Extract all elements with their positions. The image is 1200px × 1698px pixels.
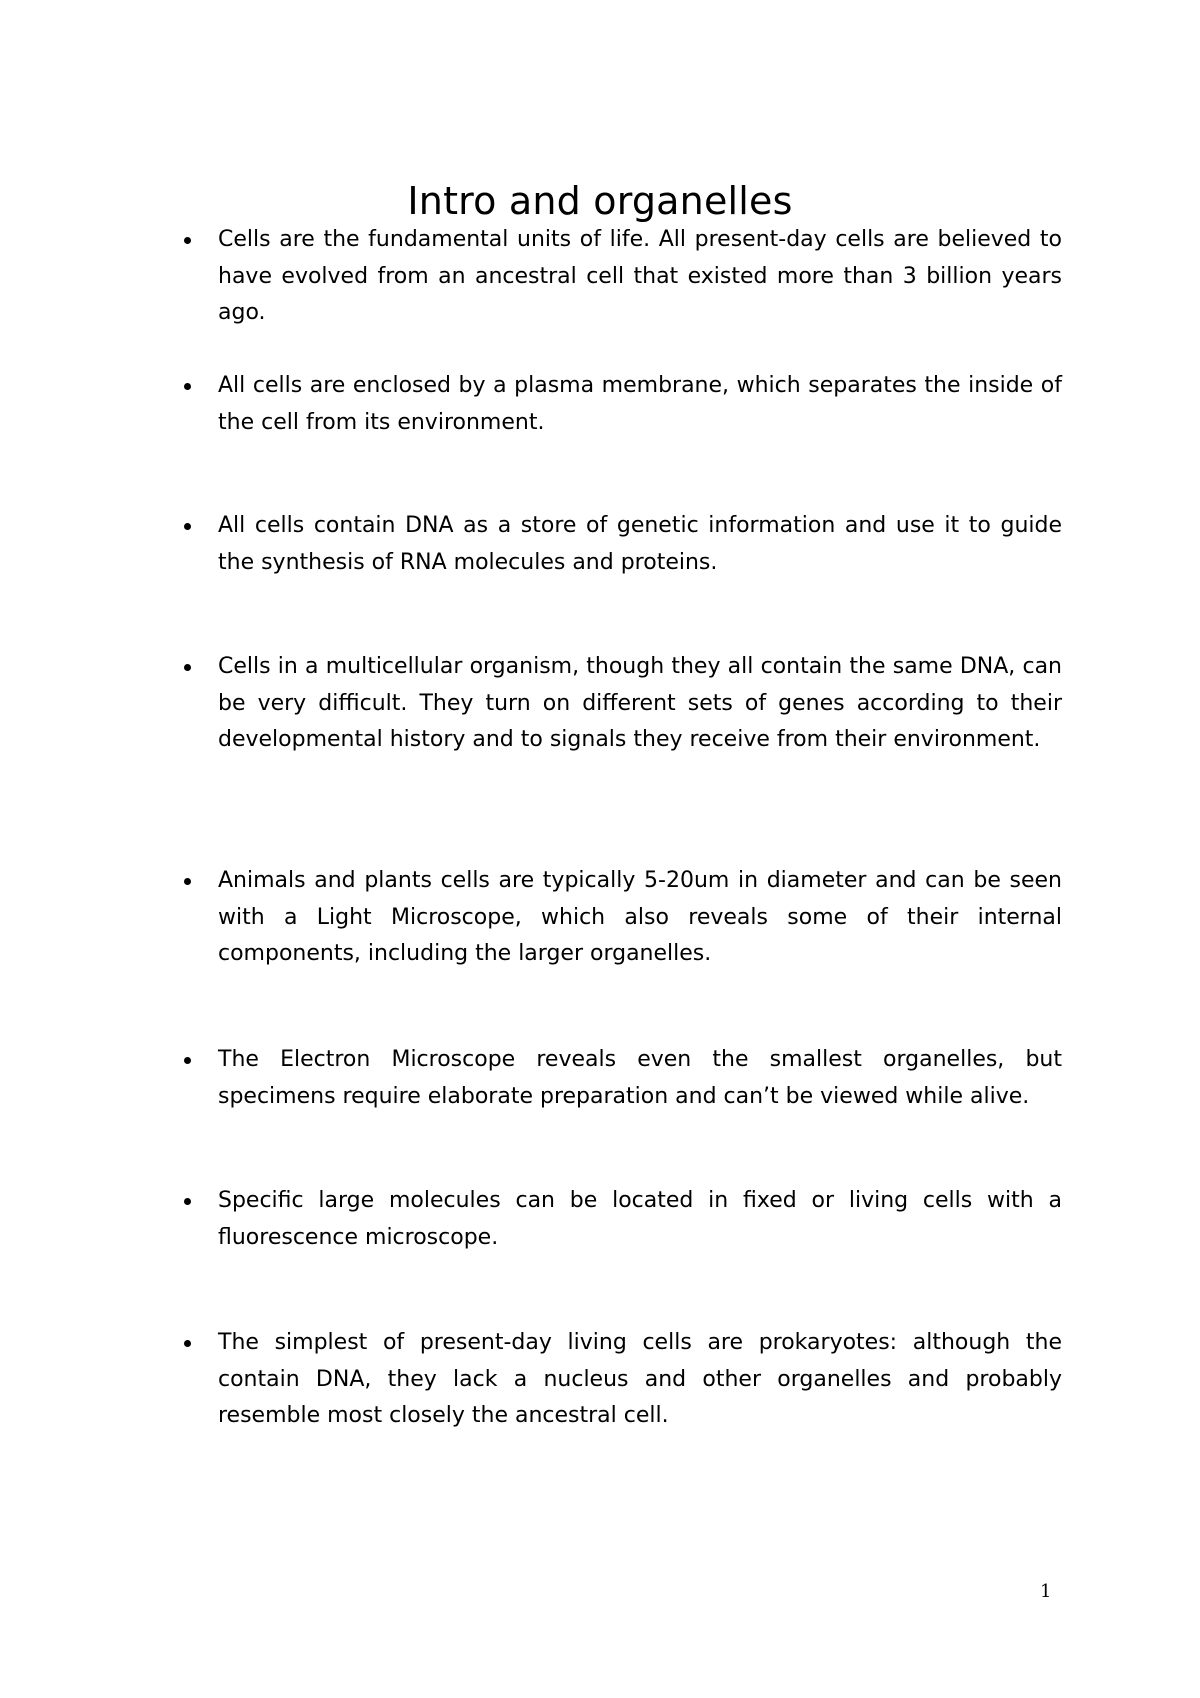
list-item-text: The simplest of present-day living cells are prokaryotes: although the contain DNA, they lack a nucleus and other organelles and probably resemble most closely the ancestral cell. bbox=[218, 1330, 1062, 1428]
bullet-icon bbox=[180, 863, 194, 900]
list-item bbox=[180, 1183, 1062, 1256]
page-title: Intro and organelles bbox=[407, 179, 793, 224]
bullet-icon bbox=[180, 1183, 194, 1220]
list-item bbox=[180, 1325, 1062, 1435]
list-item bbox=[180, 863, 1062, 973]
list-item-text: Specific large molecules can be located in fixed or living cells with a fluorescence microscope. bbox=[218, 1188, 1062, 1250]
bullet-icon bbox=[180, 1042, 194, 1079]
page-number: 1 bbox=[1040, 1581, 1052, 1602]
bullet-icon bbox=[180, 368, 194, 405]
list-item bbox=[180, 222, 1062, 332]
bullet-icon bbox=[180, 508, 194, 545]
bullet-icon bbox=[180, 1325, 194, 1362]
list-item bbox=[180, 508, 1062, 581]
list-item bbox=[180, 1042, 1062, 1115]
list-item-text: Cells in a multicellular organism, though they all contain the same DNA, can be very difficult. They turn on different sets of genes according to their developmental history and to signals they receive from their environment. bbox=[218, 654, 1062, 752]
list-item-text: Cells are the fundamental units of life. All present-day cells are believed to have evolved from an ancestral cell that existed more than 3 billion years ago. bbox=[218, 227, 1062, 325]
list-item bbox=[180, 649, 1062, 759]
list-item-text: The Electron Microscope reveals even the smallest organelles, but specimens require elaborate preparation and can’t be viewed while alive. bbox=[218, 1047, 1062, 1109]
list-item-text: All cells are enclosed by a plasma membrane, which separates the inside of the cell from its environment. bbox=[218, 373, 1062, 435]
list-item-text: Animals and plants cells are typically 5-20um in diameter and can be seen with a Light Microscope, which also reveals some of their internal components, including the larger organelles. bbox=[218, 868, 1062, 966]
list-item bbox=[180, 368, 1062, 441]
bullet-icon bbox=[180, 222, 194, 259]
bullet-icon bbox=[180, 649, 194, 686]
list-item-text: All cells contain DNA as a store of genetic information and use it to guide the synthesis of RNA molecules and proteins. bbox=[218, 513, 1062, 575]
